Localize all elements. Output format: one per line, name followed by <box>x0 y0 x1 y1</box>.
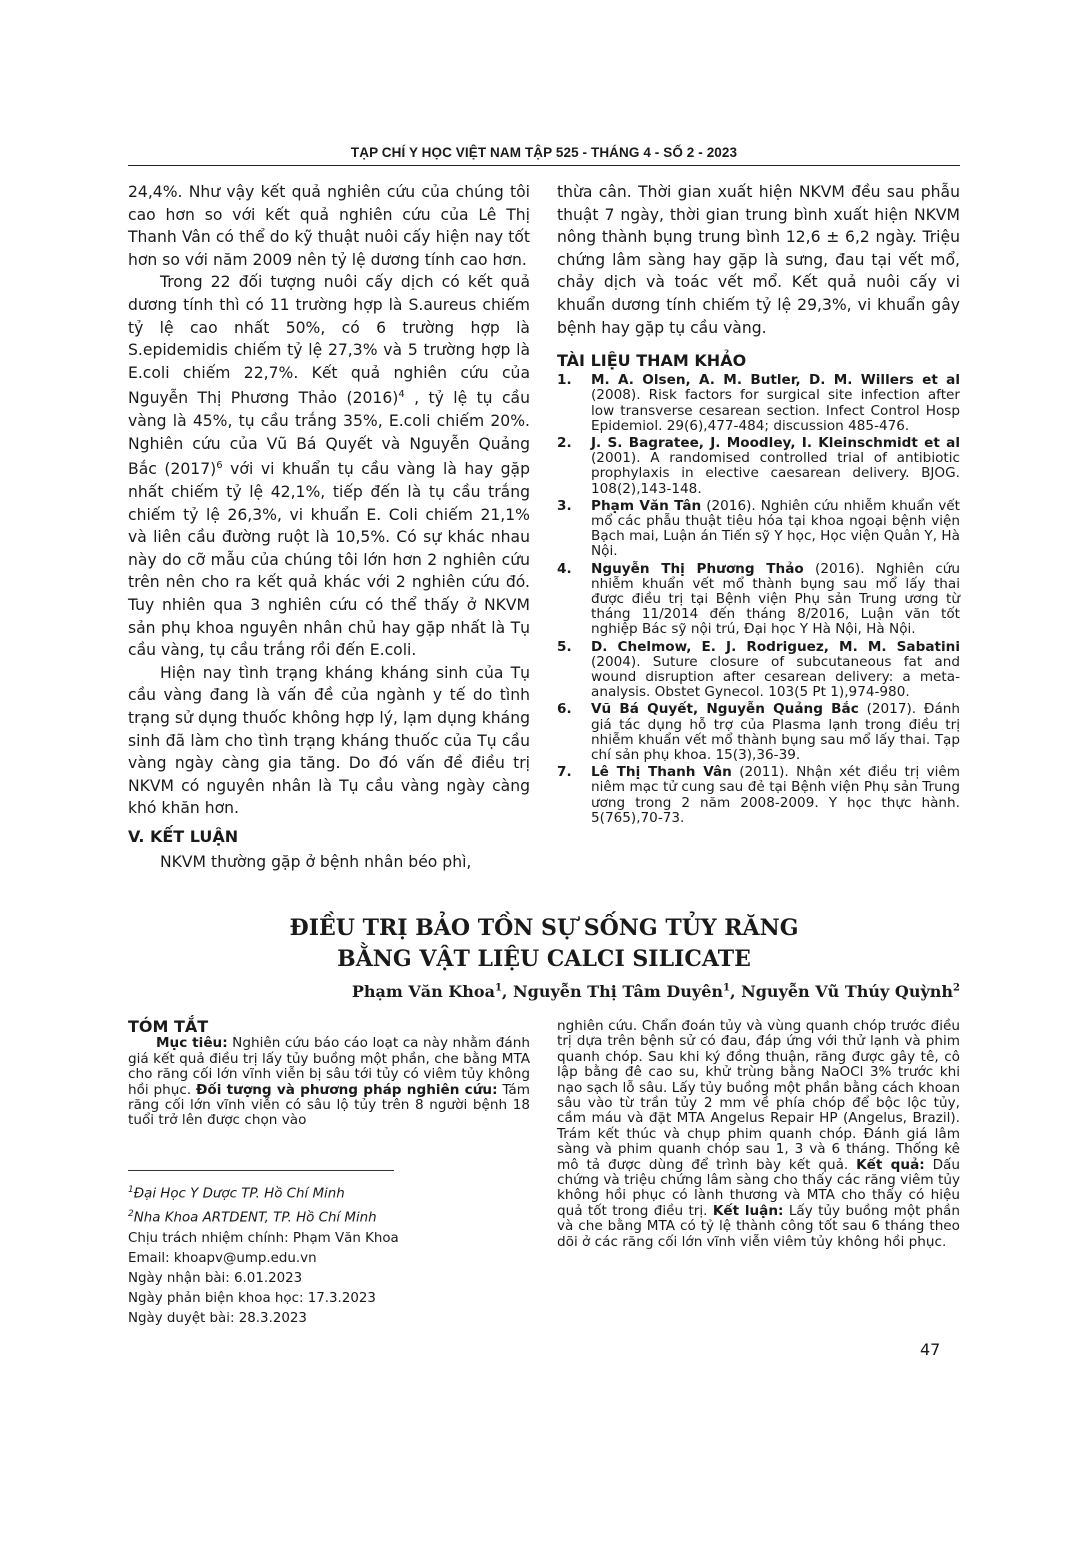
affiliation-text: Nha Khoa ARTDENT, TP. Hồ Chí Minh <box>133 1210 377 1226</box>
abstract-paragraph <box>128 1036 530 1128</box>
affiliation-text: Đại Học Y Dược TP. Hồ Chí Minh <box>133 1186 345 1202</box>
reference-item <box>557 436 960 497</box>
reference-details: (2001). A randomised controlled trial of antibiotic prophylaxis in elective caesarean delivery. BJOG. 108(2),143-148. <box>591 450 960 497</box>
affiliation-sup: 2 <box>128 1209 134 1220</box>
reference-authors: Phạm Văn Tân <box>591 497 702 514</box>
title-line: ĐIỀU TRỊ BẢO TỒN SỰ SỐNG TỦY RĂNG <box>289 915 799 941</box>
affiliation-sup: 1 <box>128 1185 134 1195</box>
reference-details: (2004). Suture closure of subcutaneous fat and wound disruption after cesarean delivery: a meta-analysis. Obstet Gynecol. 103(5 Pt 1),974-980. <box>591 653 960 701</box>
citation-sup: 6 <box>216 460 223 472</box>
reference-item <box>557 702 960 763</box>
author-name: , Nguyễn Thị Tâm Duyên <box>501 982 723 1001</box>
reference-item <box>557 373 960 434</box>
reference-number: 7. <box>557 764 572 781</box>
email: Email: khoapv@ump.edu.vn <box>128 1250 317 1266</box>
affiliation-sup: 2 <box>953 982 960 994</box>
author-list <box>352 982 960 1001</box>
label-objective: Mục tiêu: <box>156 1035 228 1052</box>
reference-details: (2016). Nghiên cứu nhiễm khuẩn vết mổ thành bụng sau mổ lấy thai được điều trị tại Bệnh viện Phụ sản Trung ương từ tháng 11/2014 đến tháng 8/2016, Luận văn tốt nghiệp Bác sỹ nội trú, Đại học Y Hà Nội, Hà Nội. <box>591 560 960 638</box>
abstract-text: Tám răng cối lớn vĩnh viễn có sâu lộ tủy trên 8 người bệnh 18 tuổi trở lên được chọn vào <box>128 1081 530 1129</box>
affiliation-sup: 1 <box>494 982 502 994</box>
page-number: 47 <box>920 1340 941 1359</box>
section-heading: V. KẾT LUẬN <box>128 827 239 846</box>
abstract-text: Dấu chứng và triệu chứng lâm sàng cho thấy các răng viêm tủy không hồi phục có lành thương và MTA cho thấy có hiệu quả tốt trong điều trị. <box>557 1156 960 1219</box>
reference-number: 5. <box>557 638 572 655</box>
paragraph: 24,4%. Như vậy kết quả nghiên cứu của chúng tôi cao hơn so với kết quả nghiên cứu của Lê Thị Thanh Vân có thể do kỹ thuật nuôi cấy hiện nay tốt hơn so với năm 2009 nên tỷ lệ dương tính cao hơn. <box>128 183 530 269</box>
paragraph: NKVM thường gặp ở bệnh nhân béo phì, <box>160 852 472 871</box>
reference-number: 3. <box>557 497 572 514</box>
affiliation-1 <box>128 1180 428 1204</box>
reference-authors: D. Chelmow, E. J. Rodriguez, M. M. Sabatini <box>591 638 960 655</box>
footnotes <box>128 1180 428 1329</box>
abstract-right <box>557 1019 960 1250</box>
responsible-author: Chịu trách nhiệm chính: Phạm Văn Khoa <box>128 1230 399 1246</box>
affiliation-sup: 1 <box>723 982 730 994</box>
reference-text <box>591 436 960 497</box>
abstract-text: Lấy tủy buồng một phần và che bằng MTA có tỷ lệ thành công tốt sau 6 tháng theo dõi ở các răng cối lớn vĩnh viễn viêm tủy không hồi phục. <box>557 1202 961 1250</box>
reference-details: (2011). Nhận xét điều trị viêm niêm mạc tử cung sau đẻ tại Bệnh viện Phụ sản Trung ương trong 2 năm 2008-2009. Y học thực hành. 5(765),70-73. <box>591 764 960 826</box>
reference-item <box>557 640 960 701</box>
citation-sup: 4 <box>398 389 405 401</box>
reference-item <box>557 562 960 638</box>
label-method: Đối tượng và phương pháp nghiên cứu: <box>196 1081 498 1098</box>
reference-item <box>557 765 960 826</box>
paragraph: thừa cân. Thời gian xuất hiện NKVM đều sau phẫu thuật 7 ngày, thời gian trung bình xuất hiện NKVM nông thành bụng trung bình 12,6 ± 6,2 ngày. Triệu chứng lâm sàng hay gặp là sưng, đau tại vết mổ, chảy dịch và toác vết mổ. Kết quả nuôi cấy vi khuẩn dương tính chiếm tỷ lệ 29,3%, vi khuẩn gây bệnh hay gặp tụ cầu vàng. <box>557 183 960 337</box>
reference-details: (2017). Đánh giá tác dụng hỗ trợ của Plasma lạnh trong điều trị nhiễm khuẩn vết mổ thành bụng sau mổ lấy thai. Tạp chí sản phụ khoa. 15(3),36-39. <box>591 701 960 764</box>
abstract-paragraph <box>557 1019 960 1250</box>
review-date: Ngày phản biện khoa học: 17.3.2023 <box>128 1290 376 1306</box>
abstract-text: nghiên cứu. Chẩn đoán tủy và vùng quanh chóp trước điều trị dựa trên bệnh sử có đau, đáp ứng với thử lạnh và phim quanh chóp. Sau khi ký đồng thuận, răng được gây tê, cô lập bằng đê cao su, khử trùng bằng NaOCl 3% trước khi nạo sạch lỗ sâu. Lấy tủy buồng một phần bằng cách khoan sâu vào từ trần tủy 2 mm về phía chóp để bộc lộc tủy, cầm máu và đặt MTA Angelus Repair HP (Angelus, Brazil). Trám kết thúc và chụp phim quanh chóp. Đánh giá lâm sàng và phim quanh chóp sau 1, 3 và 6 tháng. Thống kê mô tả được dùng để trình bày kết quả. <box>557 1018 960 1173</box>
reference-text <box>591 373 960 434</box>
reference-number: 2. <box>557 434 572 451</box>
reference-text <box>591 499 960 560</box>
reference-number: 1. <box>557 372 572 389</box>
reference-item <box>557 499 960 560</box>
abstract-text: Nghiên cứu báo cáo loạt ca này nhằm đánh giá kết quả điều trị lấy tủy buồng một phần, che bằng MTA cho răng cối lớn vĩnh viễn bị sâu tới tủy có viêm tủy không hồi phục. <box>128 1035 530 1098</box>
title-line: BẰNG VẬT LIỆU CALCI SILICATE <box>337 946 751 972</box>
reference-number: 6. <box>557 701 572 718</box>
reference-details: (2016). Nghiên cứu nhiễm khuẩn vết mổ các phẫu thuật tiêu hóa tại khoa ngoại bệnh viện Bạch mai, Luận án Tiến sỹ Y học, Học viện Quân Y, Hà Nội. <box>591 497 960 560</box>
paragraph <box>128 271 530 661</box>
reference-authors: M. A. Olsen, A. M. Butler, D. M. Willers et al <box>591 372 960 389</box>
footnote-rule <box>128 1170 394 1171</box>
label-result: Kết quả: <box>856 1156 925 1173</box>
author-name: , Nguyễn Vũ Thúy Quỳnh <box>729 982 954 1001</box>
affiliation-2 <box>128 1204 428 1228</box>
reference-text <box>591 765 960 826</box>
author-name: Phạm Văn Khoa <box>351 982 495 1001</box>
accepted-date: Ngày duyệt bài: 28.3.2023 <box>128 1310 307 1326</box>
received-date: Ngày nhận bài: 6.01.2023 <box>128 1270 303 1286</box>
references-list <box>557 373 960 826</box>
left-column <box>128 181 530 873</box>
journal-header: TẠP CHÍ Y HỌC VIỆT NAM TẬP 525 - THÁNG 4 - SỐ 2 - 2023 <box>350 145 738 160</box>
paragraph-text: với vi khuẩn tụ cầu vàng là hay gặp nhất chiếm tỷ lệ 42,1%, tiếp đến là tụ cầu trắng chiếm tỷ lệ 26,3%, vi khuẩn E. Coli chiếm 21,1% và liên cầu đường ruột là 10,5%. Có sự khác nhau này do cỡ mẫu của chúng tôi lớn hơn 2 nghiên cứu trên nên cho ra kết quả khác với 2 nghiên cứu đó. Tuy nhiên qua 3 nghiên cứu có thể thấy ở NKVM sản phụ khoa nguyên nhân chủ hay gặp nhất là Tụ cầu vàng, tụ cầu trắng rồi đến E.coli. <box>128 460 531 660</box>
references-heading: TÀI LIỆU THAM KHẢO <box>557 351 747 371</box>
reference-authors: Vũ Bá Quyết, Nguyễn Quảng Bắc <box>591 701 859 718</box>
header-rule <box>128 165 960 166</box>
paragraph-text: Trong 22 đối tượng nuôi cấy dịch có kết quả dương tính thì có 11 trường hợp là S.aureus chiếm tỷ lệ cao nhất 50%, có 6 trường hợp là S.epidemidis chiếm tỷ lệ 27,3% và 5 trường hợp là E.coli chiếm 22,7%. Kết quả nghiên cứu của Nguyễn Thị Phương Thảo (2016) <box>128 273 530 408</box>
abstract-heading: TÓM TẮT <box>128 1017 209 1036</box>
paragraph-text: , tỷ lệ tụ cầu vàng là 45%, tụ cầu trắng 35%, E.coli chiếm 20%. Nghiên cứu của Vũ Bá Quyết và Nguyễn Quảng Bắc (2017) <box>128 389 530 479</box>
right-column <box>557 181 960 828</box>
reference-authors: Nguyễn Thị Phương Thảo <box>591 560 804 577</box>
reference-text <box>591 562 960 638</box>
reference-authors: Lê Thị Thanh Vân <box>591 764 732 781</box>
reference-authors: J. S. Bagratee, J. Moodley, I. Kleinschmidt et al <box>591 434 960 451</box>
article-title <box>128 913 960 975</box>
abstract-left <box>128 1019 530 1129</box>
label-conclusion: Kết luận: <box>712 1202 784 1219</box>
reference-text <box>591 702 960 763</box>
reference-number: 4. <box>557 560 572 577</box>
paragraph: Hiện nay tình trạng kháng kháng sinh của Tụ cầu vàng đang là vấn đề của ngành y tế do tình trạng sử dụng thuốc không hợp lý, lạm dụng kháng sinh đã làm cho tình trạng kháng thuốc của Tụ cầu vàng ngày càng gia tăng. Do đó vấn đề điều trị NKVM có nguyên nhân là Tụ cầu vàng ngày càng khó khăn hơn. <box>128 663 530 818</box>
reference-details: (2008). Risk factors for surgical site infection after low transverse cesarean section. Infect Control Hosp Epidemiol. 29(6),477-484; discussion 485-476. <box>591 387 960 434</box>
reference-text <box>591 640 960 701</box>
